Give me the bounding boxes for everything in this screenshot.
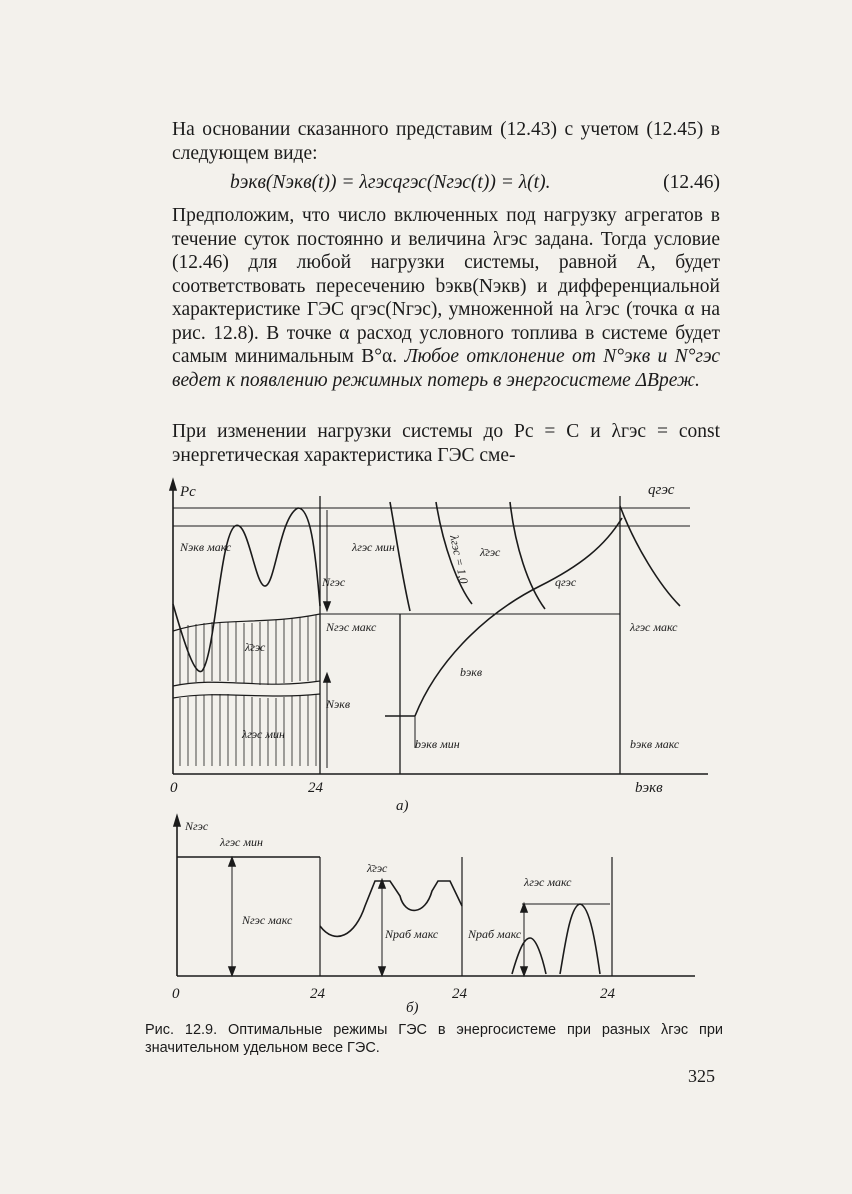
panel-a-hatch	[180, 615, 316, 766]
panel-b-labels	[172, 819, 616, 1016]
label-b-x24c: 24	[600, 986, 615, 1002]
label-pc: Pc	[180, 484, 196, 500]
label-b-nrab-1: Nраб макс	[385, 927, 439, 941]
label-qges-axis: qгэс	[648, 482, 675, 498]
paragraph-2	[172, 204, 720, 392]
panel-b-peak-1	[512, 938, 546, 974]
label-b-lambda-bar: λ̄гэс	[367, 861, 388, 875]
paragraph-1	[172, 118, 720, 165]
label-b-lambda-maks: λгэс макс	[524, 875, 572, 889]
label-lambda-bar: λ̄гэс	[245, 640, 266, 654]
label-b-maks: bэкв макс	[630, 737, 680, 751]
figure-12-9	[160, 476, 720, 1016]
label-nekv-maks: Nэкв макс	[180, 540, 232, 554]
label-lambda-min: λгэс мин	[352, 540, 395, 554]
paragraph-2-italic: Любое отклонение от N°экв и N°гэс ведет к появлению режимных потерь в энергосистеме ΔBреж.	[172, 346, 721, 391]
label-x24-a: 24	[308, 780, 323, 796]
label-b-lambda-min: λгэс мин	[220, 835, 263, 849]
label-lambda-bar-2: λ̄гэс	[480, 545, 501, 559]
label-x-bekv: bэкв	[635, 780, 663, 796]
label-lambda-maks: λгэс макс	[630, 620, 678, 634]
figure-caption: Рис. 12.9. Оптимальные режимы ГЭС в энергосистеме при разных λгэс при значительном удельном весе ГЭС.	[145, 1022, 723, 1056]
label-nges: Nгэс	[322, 575, 346, 589]
label-b-axis: Nгэс	[185, 819, 209, 833]
paragraph-1-text: На основании сказанного представим (12.43) с учетом (12.45) в следующем виде:	[172, 119, 720, 164]
page-number: 325	[688, 1066, 715, 1086]
paragraph-3	[172, 420, 720, 467]
label-b-nges-maks: Nгэс макс	[242, 913, 293, 927]
panel-a-band-bottom	[173, 694, 320, 698]
equation-12-46	[230, 172, 720, 194]
equation-body: bэкв(Nэкв(t)) = λгэсqгэс(Nгэс(t)) = λ(t).	[230, 172, 551, 193]
label-b-nrab-2: Nраб макс	[468, 927, 522, 941]
label-lambda-eq-1: λгэс = 1,0	[447, 533, 472, 585]
panel-a-y-arrow	[170, 480, 176, 490]
label-panel-b: б)	[406, 1000, 419, 1016]
label-qges-curve: qгэс	[555, 575, 577, 589]
label-x0-a: 0	[170, 780, 178, 796]
label-nges-maks: Nгэс макс	[326, 620, 377, 634]
panel-a-band-mid	[173, 681, 320, 686]
panel-a-lambda-min-curve	[390, 502, 410, 611]
panel-b-peak-2	[560, 904, 600, 974]
label-bekv-curve: bэкв	[460, 665, 483, 679]
panel-a-lambda-max-curve	[620, 506, 680, 606]
label-panel-a: а)	[396, 798, 409, 814]
label-nekv: Nэкв	[326, 697, 351, 711]
label-b-min: bэкв мин	[415, 737, 460, 751]
paragraph-3-text: При изменении нагрузки системы до Pс = C и λгэс = const энергетическая характеристика ГЭС сме-	[172, 421, 720, 466]
label-b-x24a: 24	[310, 986, 325, 1002]
panel-a-band-top	[173, 614, 320, 631]
label-b-x24b: 24	[452, 986, 467, 1002]
paragraph-2-text: Предположим, что число включенных под нагрузку агрегатов в течение суток постоянно и величина λгэс задана. Тогда условие (12.46) для любой нагрузки системы, равной A, будет соответствовать пересечению bэкв(Nэкв) и дифференциальной характеристике ГЭС qгэс(Nгэс), умноженной на λгэс (точка α на рис. 12.8). В точке α расход условного топлива в системе будет самым минимальным B°α.	[172, 205, 720, 367]
label-b-x0: 0	[172, 986, 180, 1002]
label-lambda-min-low: λгэс мин	[242, 727, 285, 741]
equation-number: (12.46)	[663, 172, 720, 193]
panel-a-labels	[170, 482, 680, 814]
